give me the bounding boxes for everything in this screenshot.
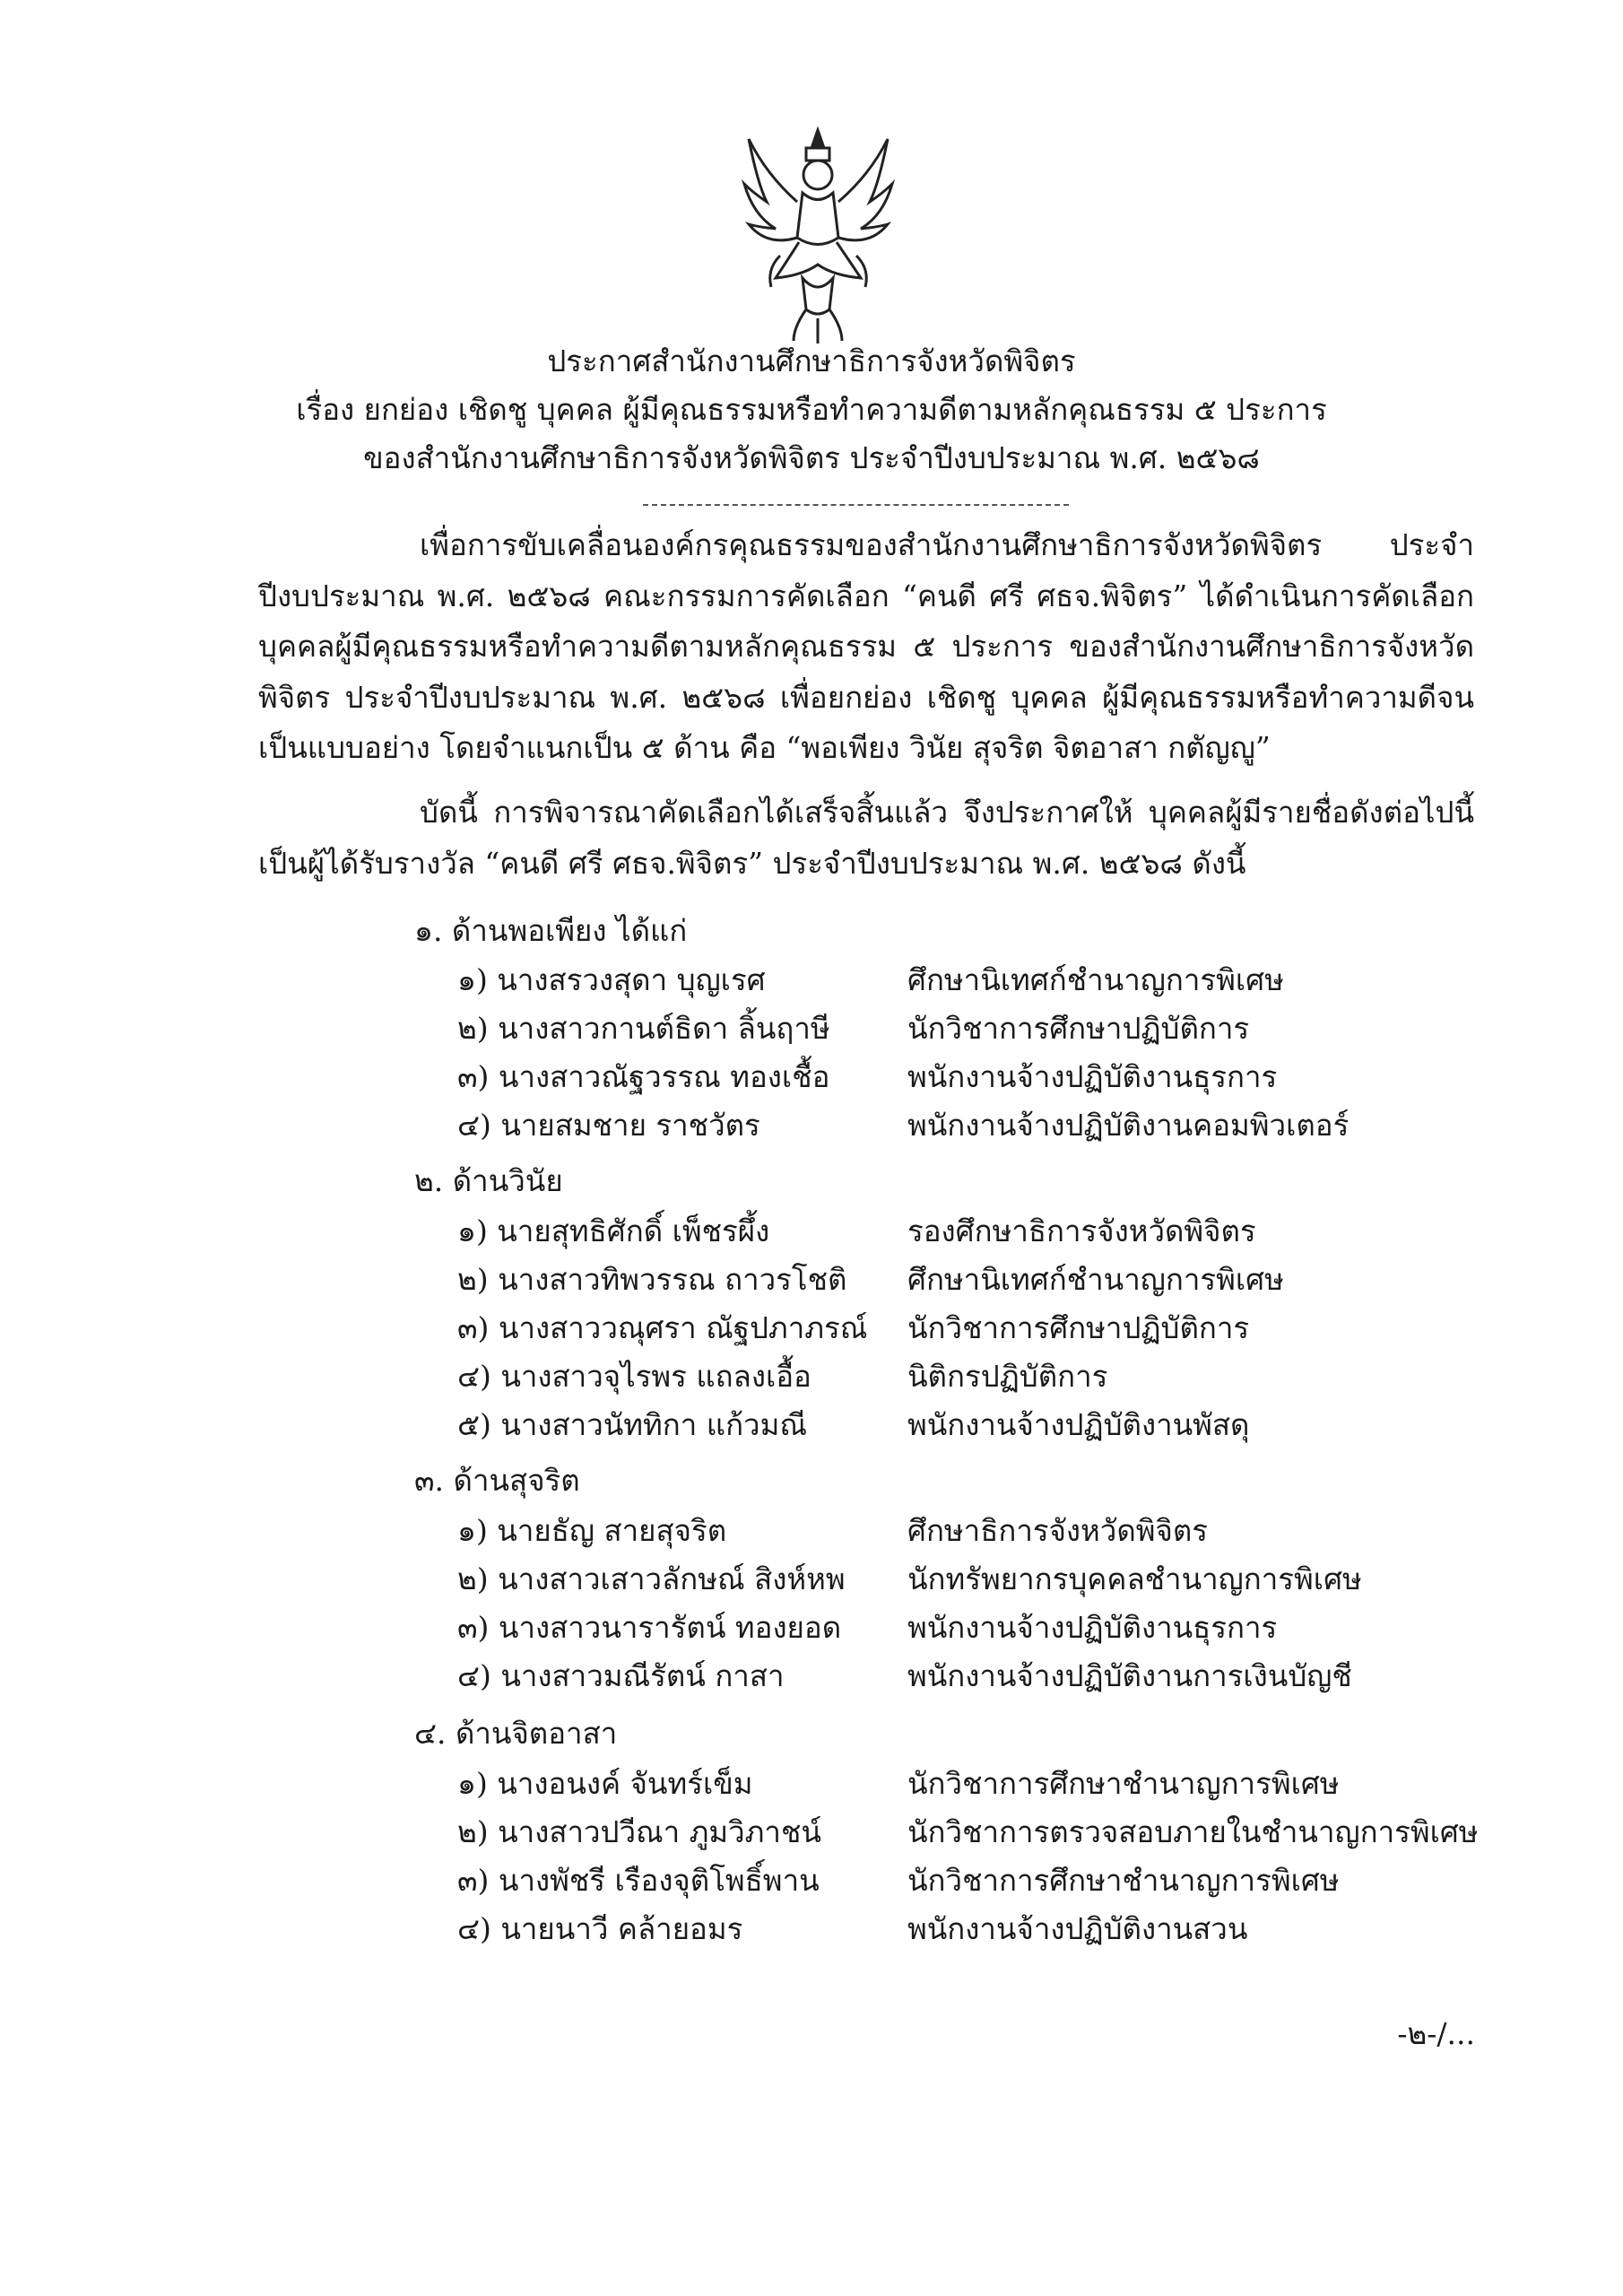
person-position: พนักงานจ้างปฏิบัติงานสวน	[907, 1911, 1248, 1946]
person-name: ๓) นางสาวณัฐวรรณ ทองเชื้อ	[457, 1059, 830, 1094]
list-item	[457, 1359, 1480, 1395]
paragraph-1	[258, 520, 1474, 774]
list-item	[457, 1513, 1480, 1549]
person-name: ๓) นางสาวนารารัตน์ ทองยอด	[457, 1610, 842, 1645]
person-position: นิติกรปฏิบัติการ	[907, 1359, 1108, 1394]
person-position: พนักงานจ้างปฏิบัติงานการเงินบัญชี	[907, 1658, 1352, 1693]
person-name: ๒) นางสาวปวีณา ภูมวิภาชน์	[457, 1814, 821, 1849]
list-item	[457, 1407, 1480, 1443]
section-title-honesty: ๓. ด้านสุจริต	[414, 1463, 580, 1498]
paragraph-2	[258, 787, 1474, 889]
person-name: ๒) นางสาวเสาวลักษณ์ สิงห์หพ	[457, 1561, 846, 1596]
person-position: พนักงานจ้างปฏิบัติงานคอมพิวเตอร์	[907, 1108, 1350, 1143]
person-name: ๑) นายสุทธิศักดิ์ เพ็ชรผึ้ง	[457, 1213, 770, 1248]
list-item	[457, 1766, 1480, 1802]
announcement-subject: เรื่อง ยกย่อง เชิดชู บุคคล ผู้มีคุณธรรมหรือทำความดีตามหลักคุณธรรม ๕ ประการ	[296, 392, 1327, 427]
separator-line	[643, 504, 1069, 506]
garuda-emblem-icon	[740, 121, 897, 345]
person-position: พนักงานจ้างปฏิบัติงานธุรการ	[907, 1610, 1278, 1645]
announcement-title: ประกาศสำนักงานศึกษาธิการจังหวัดพิจิตร	[547, 344, 1076, 378]
section-title-volunteer: ๔. ด้านจิตอาสา	[414, 1716, 618, 1751]
person-name: ๓) นางพัชรี เรืองจุติโพธิ์พาน	[457, 1863, 820, 1898]
person-name: ๔) นายสมชาย ราชวัตร	[457, 1108, 760, 1143]
person-name: ๑) นายธัญ สายสุจริต	[457, 1513, 727, 1548]
list-item	[457, 1310, 1480, 1346]
person-position: พนักงานจ้างปฏิบัติงานธุรการ	[907, 1059, 1278, 1094]
list-item	[457, 1011, 1480, 1047]
person-name: ๒) นางสาวกานต์ธิดา ลิ้นฤาษี	[457, 1011, 830, 1046]
person-name: ๕) นางสาวนัททิกา แก้วมณี	[457, 1407, 807, 1442]
list-item	[457, 1262, 1480, 1298]
person-name: ๑) นางสรวงสุดา บุญเรศ	[457, 962, 766, 997]
person-position: นักวิชาการศึกษาปฏิบัติการ	[907, 1011, 1250, 1046]
list-item	[457, 1814, 1480, 1850]
list-item	[457, 1213, 1480, 1249]
section-title-discipline: ๒. ด้านวินัย	[414, 1163, 563, 1198]
list-item	[457, 1911, 1480, 1947]
person-name: ๔) นางสาวมณีรัตน์ กาสา	[457, 1658, 785, 1693]
person-position: นักวิชาการศึกษาชำนาญการพิเศษ	[907, 1863, 1340, 1898]
person-position: นักวิชาการศึกษาชำนาญการพิเศษ	[907, 1766, 1340, 1801]
person-position: ศึกษานิเทศก์ชำนาญการพิเศษ	[907, 962, 1284, 997]
list-item	[457, 1658, 1480, 1694]
person-position: นักทรัพยากรบุคคลชำนาญการพิเศษ	[907, 1561, 1362, 1596]
list-item	[457, 1561, 1480, 1597]
next-page-marker: -๒-/...	[1397, 2016, 1475, 2051]
announcement-subject-continued: ของสำนักงานศึกษาธิการจังหวัดพิจิตร ประจำปีงบประมาณ พ.ศ. ๒๕๖๘	[363, 440, 1260, 475]
paragraph-2-text: บัดนี้ การพิจารณาคัดเลือกได้เสร็จสิ้นแล้ว จึงประกาศให้ บุคคลผู้มีรายชื่อดังต่อไปนี้เป็นผู้ได้รับรางวัล “คนดี ศรี ศธจ.พิจิตร” ประจำปีงบประมาณ พ.ศ. ๒๕๖๘ ดังนี้	[258, 795, 1474, 881]
list-item	[457, 962, 1480, 998]
person-name: ๓) นางสาววณุศรา ณัฐปภาภรณ์	[457, 1310, 868, 1345]
person-position: ศึกษาธิการจังหวัดพิจิตร	[907, 1513, 1208, 1548]
person-position: รองศึกษาธิการจังหวัดพิจิตร	[907, 1213, 1256, 1248]
person-position: นักวิชาการศึกษาปฏิบัติการ	[907, 1310, 1250, 1345]
person-position: นักวิชาการตรวจสอบภายในชำนาญการพิเศษ	[907, 1814, 1479, 1849]
person-name: ๔) นายนาวี คล้ายอมร	[457, 1911, 743, 1946]
list-item	[457, 1610, 1480, 1646]
person-position: พนักงานจ้างปฏิบัติงานพัสดุ	[907, 1407, 1250, 1442]
person-name: ๔) นางสาวจุไรพร แถลงเอื้อ	[457, 1359, 812, 1394]
list-item	[457, 1863, 1480, 1899]
person-position: ศึกษานิเทศก์ชำนาญการพิเศษ	[907, 1262, 1284, 1297]
list-item	[457, 1059, 1480, 1095]
person-name: ๒) นางสาวทิพวรรณ ถาวรโชติ	[457, 1262, 847, 1297]
list-item	[457, 1108, 1480, 1144]
section-title-sufficiency: ๑. ด้านพอเพียง ได้แก่	[414, 913, 688, 948]
paragraph-1-text: เพื่อการขับเคลื่อนองค์กรคุณธรรมของสำนักงานศึกษาธิการจังหวัดพิจิตร ประจำปีงบประมาณ พ.ศ. ๒๕๖๘ คณะกรรมการคัดเลือก “คนดี ศรี ศธจ.พิจิตร” ได้ดำเนินการคัดเลือกบุคคลผู้มีคุณธรรมหรือทำความดีตามหลักคุณธรรม ๕ ประการ ของสำนักงานศึกษาธิการจังหวัดพิจิตร ประจำปีงบประมาณ พ.ศ. ๒๕๖๘ เพื่อยกย่อง เชิดชู บุคคล ผู้มีคุณธรรมหรือทำความดีจนเป็นแบบอย่าง โดยจำแนกเป็น ๕ ด้าน คือ “พอเพียง วินัย สุจริต จิตอาสา กตัญญู”	[258, 527, 1474, 765]
person-name: ๑) นางอนงค์ จันทร์เข็ม	[457, 1766, 753, 1801]
